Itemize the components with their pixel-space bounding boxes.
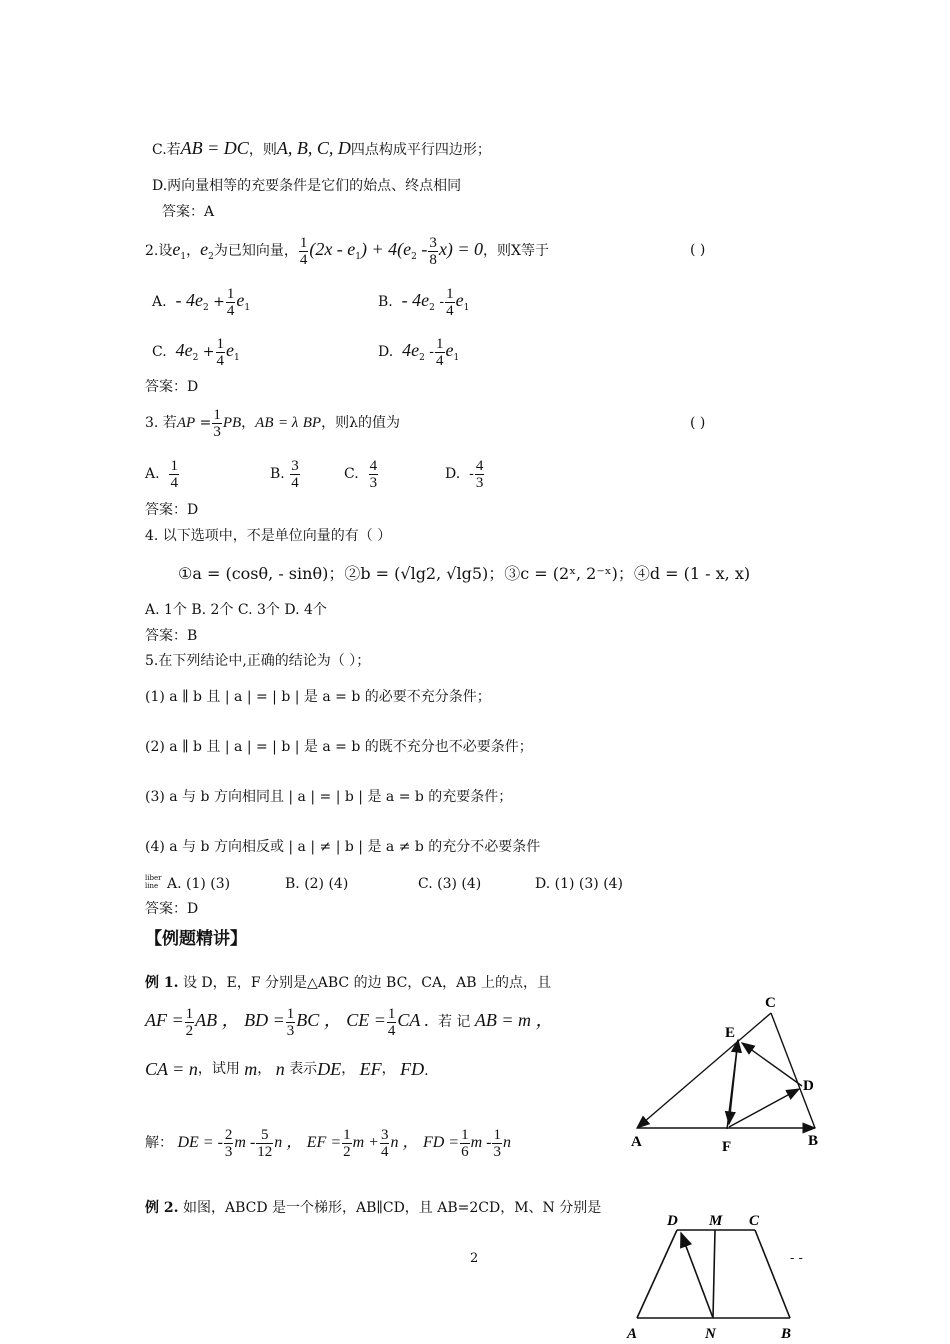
- q2-paren: ( ): [690, 242, 706, 258]
- vector-de: [742, 1043, 802, 1086]
- example-1-conditions: AF = $\frac{1}{2}$ AB ， BD = $\frac{1}{3}$ BC ， CE = $\frac{1}{4}$ CA . 若 记 AB = m ，: [145, 1005, 554, 1039]
- triangle-figure: [625, 990, 830, 1160]
- q2-option-b: B. - $4e_2$ - $\frac{1}{4}$ $e_1$: [378, 285, 470, 319]
- label-e: E: [725, 1025, 736, 1041]
- q5-mark: liber line: [145, 874, 162, 890]
- footer-dash: - -: [790, 1251, 803, 1266]
- q4-options: ①a = (cosθ, - sinθ)；②b = (√lg2, √lg5)；③c = (2ˣ, 2⁻ˣ)；④d = (1 - x, x): [178, 564, 751, 583]
- answer-2: 答案：D: [145, 379, 199, 395]
- label-c: C: [749, 1213, 760, 1229]
- page-number: 2: [470, 1251, 479, 1266]
- q3-options: A. $\frac{1}{4}$: [145, 457, 178, 491]
- label-c: C: [765, 995, 776, 1011]
- example-1-intro: 例 1. 设 D，E，F 分别是△ABC 的边 BC，CA，AB 上的点，且: [145, 975, 551, 991]
- q5-statement-4: (4) a 与 b 方向相反或 | a | ≠ | b | 是 a ≠ b 的充分不必要条件: [145, 839, 541, 855]
- q2-option-d: D. $4e_2$ - $\frac{1}{4}$ $e_1$: [378, 335, 460, 369]
- q5-option-d: D. (1) (3) (4): [535, 876, 624, 892]
- answer-1: 答案：A: [162, 204, 215, 220]
- answer-3: 答案：D: [145, 502, 199, 518]
- question-4: 4. 以下选项中，不是单位向量的有（ ）: [145, 528, 392, 544]
- side-ad: [637, 1230, 677, 1318]
- question-2: 2.设$e_1$，$e_2$为已知向量， $\frac{1}{4}$ $(2x - e_1) + 4(e_2$ - $\frac{3}{8}$ x) = 0，则X等于: [145, 234, 549, 268]
- q5-option-c: C. (3) (4): [418, 876, 482, 892]
- q2-option-c: C. $4e_2$ + $\frac{1}{4}$ $e_1$: [152, 335, 240, 369]
- segment-mn: [713, 1230, 715, 1318]
- q3-option-b: B. $\frac{3}{4}$: [270, 457, 299, 491]
- label-f: F: [722, 1139, 732, 1155]
- option-d-line: D.两向量相等的充要条件是它们的始点、终点相同: [152, 178, 462, 194]
- q5-statement-1: (1) a ∥ b 且 | a | = | b | 是 a = b 的必要不充分条件；: [145, 689, 491, 705]
- q3-option-c: C. $\frac{4}{3}$: [344, 457, 378, 491]
- label-b: B: [808, 1133, 819, 1149]
- vector-fd: [729, 1089, 799, 1127]
- label-d: D: [803, 1078, 814, 1094]
- q2-option-a: A. - $4e_2$ + $\frac{1}{4}$ $e_1$: [152, 285, 251, 319]
- question-5: 5.在下列结论中,正确的结论为（ ）；: [145, 653, 371, 669]
- q5-option-b: B. (2) (4): [285, 876, 349, 892]
- label-d: D: [667, 1213, 678, 1229]
- example-2-intro: 例 2. 如图，ABCD 是一个梯形，AB∥CD，且 AB=2CD，M、N 分别是: [145, 1200, 602, 1216]
- question-3: 3. 若AP = $\frac{1}{3}$ PB，AB = λ BP，则λ的值为: [145, 406, 400, 440]
- vector-nd: [681, 1233, 713, 1318]
- q5-statement-2: (2) a ∥ b 且 | a | = | b | 是 a = b 的既不充分也不必要条件；: [145, 739, 533, 755]
- q3-paren: ( ): [690, 415, 706, 431]
- label-m: M: [709, 1213, 723, 1229]
- label-b: B: [781, 1326, 792, 1342]
- example-1-question: CA = n，试用 m， n 表示DE， EF， FD.: [145, 1059, 429, 1079]
- q5-option-a: A. (1) (3): [167, 876, 231, 892]
- side-bc: [771, 1013, 815, 1128]
- side-cb: [755, 1230, 790, 1318]
- q4-choices: A. 1个 B. 2个 C. 3个 D. 4个: [145, 602, 327, 618]
- trapezoid-figure: [625, 1205, 805, 1344]
- example-1-solution: 解： DE = - $\frac{2}{3}$ m - $\frac{5}{12}$ n ， EF = $\frac{1}{2}$ m + $\frac{3}{4}$ n ， FD = $\frac{1}{6}$ m - $\frac{1}{3}$ n: [145, 1126, 511, 1160]
- label-a: A: [627, 1326, 638, 1342]
- q3-option-d: D. - $\frac{4}{3}$: [445, 457, 484, 491]
- option-c-line: C.若AB = DC，则A, B, C, D四点构成平行四边形；: [152, 138, 491, 158]
- label-a: A: [631, 1134, 642, 1150]
- q5-statement-3: (3) a 与 b 方向相同且 | a | = | b | 是 a = b 的充要条件；: [145, 789, 513, 805]
- answer-5: 答案：D: [145, 901, 199, 917]
- vector-ef: [729, 1040, 738, 1124]
- section-heading: 【例题精讲】: [145, 929, 247, 949]
- vector-ca: [637, 1013, 771, 1128]
- label-n: N: [705, 1326, 716, 1342]
- answer-4: 答案：B: [145, 628, 198, 644]
